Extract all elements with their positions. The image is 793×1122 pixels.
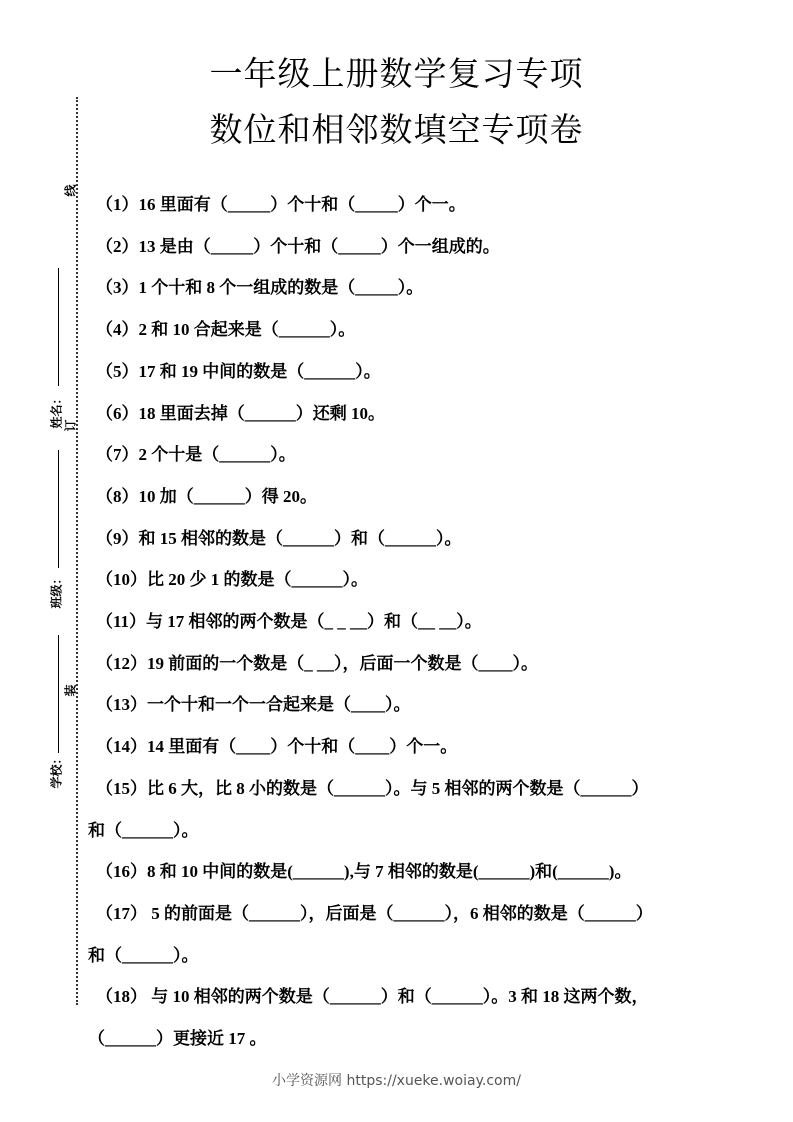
question-item: （13）一个十和一个一合起来是（____）。 [96,695,411,715]
question-item: （15）比 6 大，比 8 小的数是（______）。与 5 相邻的两个数是（______） [96,778,649,798]
question-continuation: 和（______）。 [88,945,199,965]
question-item: （1）16 里面有（_____）个十和（_____）个一。 [96,195,466,214]
school-field-label: 学校： [49,752,64,789]
question-item: （2）13 是由（_____）个十和（_____）个一组成的。 [96,236,500,256]
binding-label-zhuang: 装 [63,684,78,697]
question-item: （18） 与 10 相邻的两个数是（______）和（______）。3 和 18 这两个数， [96,987,649,1007]
question-item: （5）17 和 19 中间的数是（______）。 [96,361,381,381]
worksheet-subtitle: 数位和相邻数填空专项卷 [209,110,584,149]
school-field-line[interactable] [58,635,59,753]
question-item: （16）8 和 10 中间的数是(______),与 7 相邻的数是(______)和(______)。 [96,862,632,882]
question-item: （11）与 17 相邻的两个数是（_ _ __）和（__ __）。 [96,612,482,631]
footer-watermark: 小学资源网 https://xueke.woiay.com/ [272,1073,521,1089]
question-item: （12）19 前面的一个数是（_ __），后面一个数是（____）。 [96,653,538,673]
question-item: （9）和 15 相邻的数是（______）和（______）。 [96,528,462,548]
question-item: （17） 5 的前面是（______），后面是（______），6 相邻的数是（______） [96,903,653,923]
name-field-label: 姓名： [49,392,64,429]
question-item: （4）2 和 10 合起来是（______）。 [96,320,356,340]
binding-dotted-line [76,97,78,1005]
worksheet-title: 一年级上册数学复习专项 [209,54,584,93]
name-field-line[interactable] [58,268,59,386]
question-item: （14）14 里面有（____）个十和（____）个一。 [96,737,458,757]
question-item: （8）10 加（______）得 20。 [96,486,317,506]
question-item: （6）18 里面去掉（______）还剩 10。 [96,403,385,423]
class-field-label: 班级： [49,572,64,609]
question-item: （7）2 个十是（______）。 [96,445,296,465]
question-continuation: （______）更接近 17 。 [88,1029,267,1048]
binding-label-xian: 线 [63,184,78,197]
question-continuation: 和（______）。 [88,820,199,840]
binding-label-ding: 订 [63,419,78,432]
question-item: （10）比 20 少 1 的数是（______）。 [96,570,368,590]
class-field-line[interactable] [58,450,59,568]
question-item: （3）1 个十和 8 个一组成的数是（_____）。 [96,278,424,298]
